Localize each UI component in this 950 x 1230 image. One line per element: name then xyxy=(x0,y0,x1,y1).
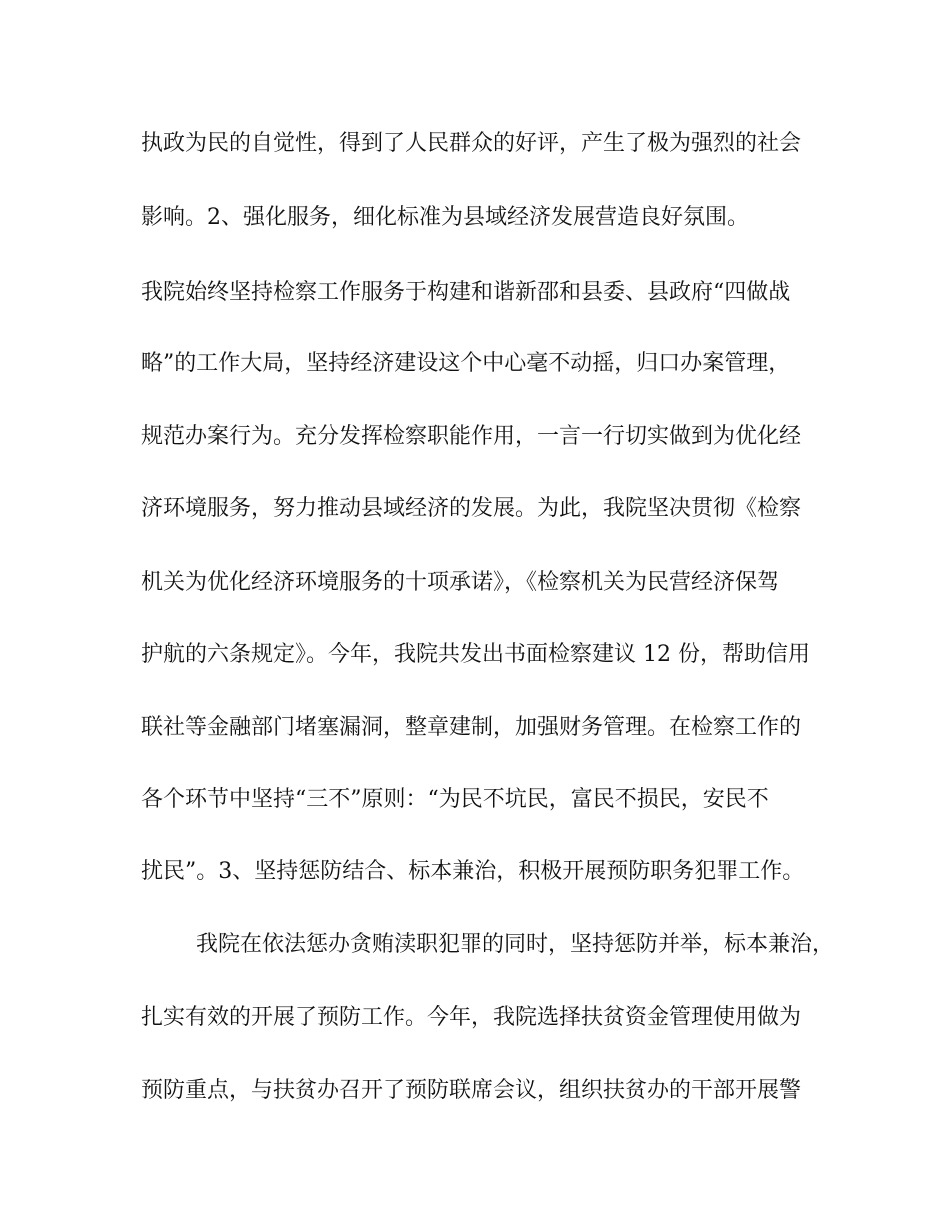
body-text-line: 联社等金融部门堵塞漏洞，整章建制，加强财务管理。在检察工作的 xyxy=(141,715,802,740)
body-text-line: 扰民”。3、坚持惩防结合、标本兼治，积极开展预防职务犯罪工作。 xyxy=(141,859,805,884)
body-text-line: 预防重点，与扶贫办召开了预防联席会议，组织扶贫办的干部开展警 xyxy=(141,1078,802,1103)
body-text-line: 规范办案行为。充分发挥检察职能作用，一言一行切实做到为优化经 xyxy=(141,424,802,449)
body-text-line: 影响。2、强化服务，细化标准为县域经济发展营造良好氛围。 xyxy=(141,205,749,230)
body-text-line: 各个环节中坚持“三不”原则：“为民不坑民，富民不损民，安民不 xyxy=(141,787,769,812)
body-text-line: 我院始终坚持检察工作服务于构建和谐新邵和县委、县政府“四做战 xyxy=(141,280,791,305)
body-text-line: 机关为优化经济环境服务的十项承诺》，《检察机关为民营经济保驾 xyxy=(141,570,780,595)
body-text-line: 护航的六条规定》。今年，我院共发出书面检察建议 12 份，帮助信用 xyxy=(141,642,810,667)
paragraph-first-line: 我院在依法惩办贪贿渎职犯罪的同时，坚持惩防并举，标本兼治， xyxy=(196,932,835,957)
body-text-line: 略”的工作大局，坚持经济建设这个中心毫不动摇，归口办案管理， xyxy=(141,351,791,376)
body-text-line: 执政为民的自觉性，得到了人民群众的好评，产生了极为强烈的社会 xyxy=(141,131,802,156)
body-text-line: 济环境服务，努力推动县域经济的发展。为此，我院坚决贯彻《检察 xyxy=(141,496,802,521)
body-text-line: 扎实有效的开展了预防工作。今年，我院选择扶贫资金管理使用做为 xyxy=(141,1005,802,1030)
